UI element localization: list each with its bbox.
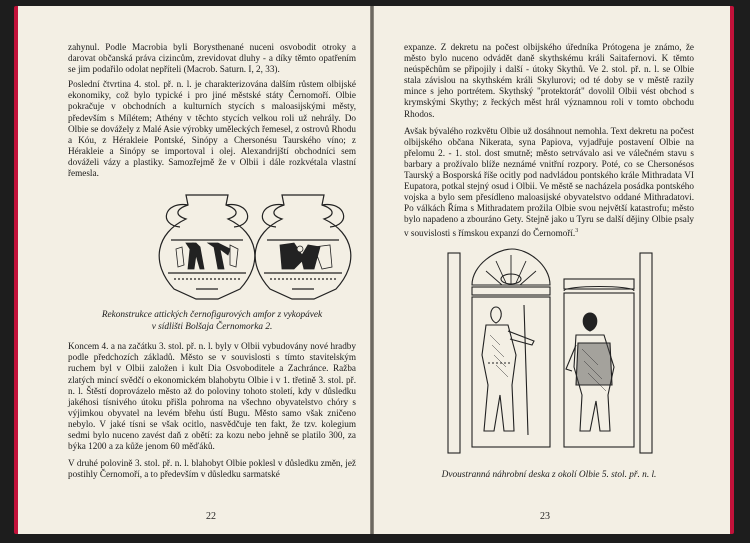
slab-side-left (448, 253, 460, 453)
amphora-left (159, 195, 255, 299)
page-number: 23 (540, 511, 550, 522)
book-spread (14, 6, 738, 536)
caption-line-1: Rekonstrukce attických černofigurových amfor z vykopávek (101, 310, 323, 321)
paragraph: expanze. Z dekretu na počest olbijského úředníka Prótogena je známo, že město bylo nuceno odvádět daně skythskému králi Saitafernovi. K těmto neúspěchům se připojily i další - útoky Skythů. Ve 2. stol. př. n. l. se Olbie stala závislou na skythském králi Skylurovi; od té doby se v městě razily mince s jeho portrétem. Skythský "protektorát" dovolil Olbii vést obchod s krymskými Skythy; z řeckých měst hrál významnou roli v tomto obchodu Rhodos. (404, 42, 694, 119)
amphora-left-figures (176, 243, 238, 269)
gravestone-illustration (404, 245, 694, 463)
footnote-mark: 3 (575, 227, 579, 234)
page-number: 22 (206, 511, 216, 522)
paragraph: Poslední čtvrtina 4. stol. př. n. l. je charakterizována dalším růstem olbijské ekonomiky, což bylo typické i pro jiné městské státy Černomoří. Olbie pokračuje v obchodních a kulturních stycích s maloasijskými městy, především s Mílétem; Athény v těchto stycích velkou roli už nehrály. Do Olbie se dovážely z Malé Asie výrobky uměleckých řemesel, z ostrovů Rhodu a Kóu, z Hérakleie Pontské, Sinópy a Chersonésu Taurského víno; z Hérakleie a Sinópy se importoval i olej. Alexandrijští obchodníci sem dováželi vázy a plastiky. Samozřejmě že v Olbii i dále rozkvétala vlastní řemesla. (68, 79, 356, 179)
right-text-column (404, 42, 694, 489)
caption-line-2: v sídlišti Bolšaja Černomorka 2. (151, 321, 273, 332)
slab-back (564, 279, 634, 447)
right-page (374, 6, 734, 534)
left-figure-caption (68, 310, 356, 333)
slab-side-right (640, 253, 652, 453)
paragraph: V druhé polovině 3. stol. př. n. l. blahobyt Olbie poklesl v důsledku změn, jež postihly Černomoří, a to především v důsledku sarmatské (68, 458, 356, 480)
left-page (14, 6, 374, 534)
paragraph-text: Avšak bývalého rozkvětu Olbie už dosáhnout nemohla. Text dekretu na počest olbijského občana Nikerata, syna Papiova, vyjadřuje postavení Olbie na přelomu 2. - 1. stol. dost smutně; město setrvávalo asi ve válečném stavu s barbary a prožívalo blíže neznámé vnitřní rozpory. Poté, co se Chersonésos Taurský a Bosporská říše ocitly pod nadvládou pontského krále Mithradata VI Eupatora, potkal stejný osud i Olbii. Ve městě se nacházela posádka pontského vojska a bylo sem přesídleno maloasijské obyvatelstvo oddané Mithradatovi. Po válkách Říma s Mithradatem prožila Olbie svou největší katastrofu; město bylo napadeno a zbouráno Gety. Stejně jako u Tyru se další dějiny Olbie psaly v souvislosti s římskou expanzí do Černomoří. (404, 125, 694, 238)
paragraph (404, 126, 694, 239)
right-figure-caption: Dvoustranná náhrobní deska z okolí Olbie 5. stol. př. n. l. (441, 469, 657, 480)
paragraph: zahynul. Podle Macrobia byli Borysthenané nuceni osvobodit otroky a darovat občanská práva cizincům, zrevidovat dluhy - a díky těmto opatřením se jim podařilo odolat nepříteli (Macrob. Saturn. I, 2, 33). (68, 42, 356, 75)
amphora-figure (68, 185, 356, 306)
slab-front (472, 249, 550, 447)
amphora-right-figures (280, 243, 332, 269)
amphora-illustration (68, 185, 356, 303)
paragraph: Koncem 4. a na začátku 3. stol. př. n. l. byly v Olbii vybudovány nové hradby podle předchozích základů. Město se v souvislosti s tímto stavitelským ruchem byl v Olbii založen i kult Dia Osvoboditele a Zachránce. Ražba zlatých mincí svědčí o ekonomickém blahobytu Olbie i v 1. třetině 3. stol. př. n. l. Štěstí doprovázelo město až do poloviny tohoto století, kdy v důsledku jakéhosi tísnivého útoku přišla pohroma na všechno obyvatelstvo chóry s výjimkou obyvatel na levém břehu ústí Bugu. Město samo však zničeno nebylo. V jaké tísni se však ocitlo, nasvědčuje ten fakt, že tzv. kolegium sedmi bylo nuceno zavést daň z obětí: za kozu nebo jehně se platilo 300, za býka 1200 a za kůže jenom 60 měďáků. (68, 341, 356, 452)
amphora-right (255, 195, 351, 299)
gravestone-figure (404, 245, 694, 466)
left-text-column (68, 42, 356, 486)
